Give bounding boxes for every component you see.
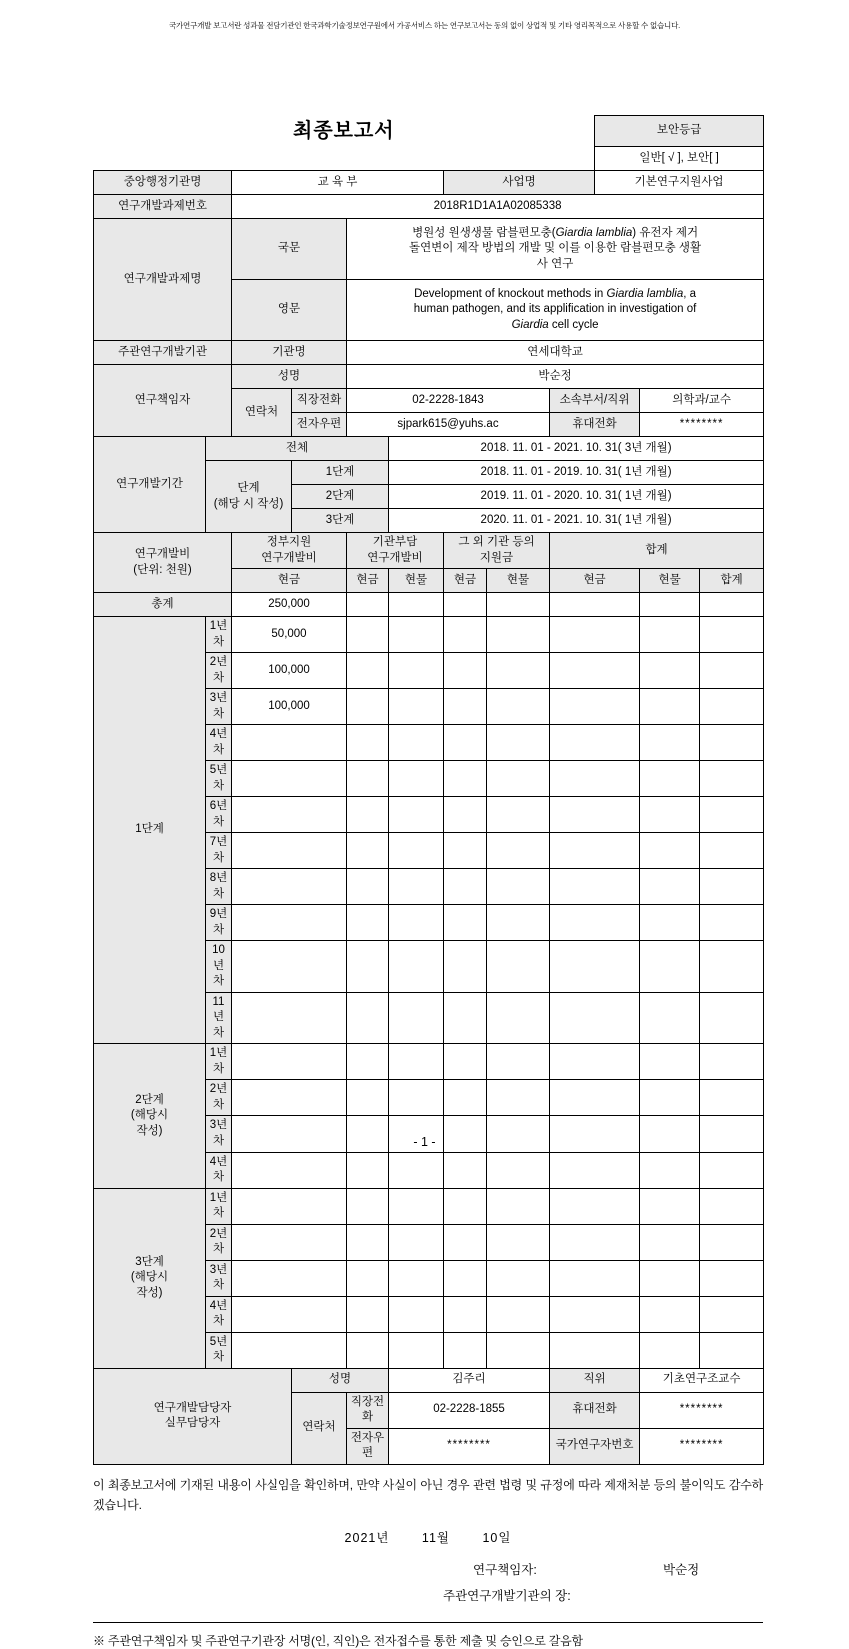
manager-natid-label: 국가연구자번호 [550, 1428, 640, 1464]
budget-gov-l1: 정부지원 [266, 536, 312, 548]
budget-cell [347, 1224, 389, 1260]
budget-year-label: 4년차 [206, 1296, 232, 1332]
period-total-label: 전체 [206, 437, 389, 461]
budget-cell [640, 1080, 700, 1116]
budget-cell [550, 869, 640, 905]
budget-cell [640, 941, 700, 993]
report-cover-sheet [93, 115, 763, 1649]
budget-sum-inkind-header: 현물 [640, 569, 700, 593]
budget-gov-cash [232, 725, 347, 761]
budget-cell [700, 905, 764, 941]
budget-cell [640, 905, 700, 941]
budget-cell [550, 1260, 640, 1296]
budget-cell [550, 1152, 640, 1188]
leader-contact-label: 연락처 [232, 389, 292, 437]
budget-year-label: 2년차 [206, 1224, 232, 1260]
host-org-name-value: 연세대학교 [347, 341, 764, 365]
period-stage1-value: 2018. 11. 01 - 2019. 10. 31( 1년 개월) [389, 461, 764, 485]
budget-cell [487, 1296, 550, 1332]
budget-org-cash-header: 현금 [347, 569, 389, 593]
budget-cell [444, 617, 487, 653]
budget-cell [700, 869, 764, 905]
budget-cell [700, 761, 764, 797]
budget-gov-cash: 100,000 [232, 653, 347, 689]
budget-stage3-label [94, 1188, 206, 1368]
budget-cell [389, 1260, 444, 1296]
budget-gov-cash [232, 1044, 347, 1080]
budget-cell [640, 1152, 700, 1188]
date-year: 2021년 [344, 1530, 390, 1545]
budget-grand-total-value: 250,000 [232, 593, 347, 617]
budget-cell [640, 761, 700, 797]
budget-cell [487, 797, 550, 833]
budget-cell [487, 833, 550, 869]
budget-cell [347, 833, 389, 869]
budget-cell [444, 905, 487, 941]
budget-gov-cash [232, 869, 347, 905]
budget-gov-cash: 100,000 [232, 689, 347, 725]
budget-cell [640, 725, 700, 761]
budget-gov-cash [232, 992, 347, 1044]
budget-year-label: 7년차 [206, 833, 232, 869]
budget-year-label: 1년차 [206, 1044, 232, 1080]
budget-cell [700, 1080, 764, 1116]
budget-sum-cash-header: 현금 [550, 569, 640, 593]
budget-gov-cash-header: 현금 [232, 569, 347, 593]
manager-name-value: 김주리 [389, 1368, 550, 1392]
budget-gov-cash: 50,000 [232, 617, 347, 653]
budget-cell [550, 653, 640, 689]
budget-gov-cash [232, 1188, 347, 1224]
budget-cell [700, 689, 764, 725]
budget-cell [347, 653, 389, 689]
budget-cell [700, 653, 764, 689]
budget-cell [389, 1044, 444, 1080]
title-ko-line1-a: 병원성 원생생물 람블편모충( [412, 226, 556, 239]
title-en-value [347, 280, 764, 341]
period-stage-label-l1: 단계 [237, 481, 260, 494]
budget-other-header [444, 533, 550, 569]
period-section-label [94, 437, 206, 533]
budget-cell [550, 689, 640, 725]
budget-cell [389, 992, 444, 1044]
period-stage-label [206, 461, 292, 533]
divider [93, 1622, 763, 1623]
budget-gov-cash [232, 1152, 347, 1188]
budget-cell [700, 593, 764, 617]
host-signature-label: 주관연구개발기관의 장: [443, 1588, 571, 1603]
program-label: 사업명 [444, 171, 595, 195]
budget-cell [444, 761, 487, 797]
budget-cell [700, 992, 764, 1044]
budget-cell [550, 1044, 640, 1080]
budget-stage2-l2: (해당시 [130, 1109, 169, 1122]
budget-year-label: 6년차 [206, 797, 232, 833]
budget-cell [347, 905, 389, 941]
budget-cell [487, 653, 550, 689]
agency-value: 교 육 부 [232, 171, 444, 195]
title-en-line1-a: Development of knockout methods in [414, 287, 607, 300]
period-stage1-label: 1단계 [292, 461, 389, 485]
budget-cell [347, 1332, 389, 1368]
budget-cell [347, 689, 389, 725]
budget-cell [389, 1332, 444, 1368]
budget-other-cash-header: 현금 [444, 569, 487, 593]
budget-cell [347, 1260, 389, 1296]
title-en-line1-b: , a [683, 287, 697, 300]
budget-cell [444, 1044, 487, 1080]
email-value: sjpark615@yuhs.ac [347, 413, 550, 437]
budget-org-l2: 연구개발비 [367, 551, 423, 564]
budget-stage3-l3: 작성) [136, 1286, 163, 1299]
title-en-species-2: Giardia [511, 318, 549, 331]
budget-year-label: 3년차 [206, 689, 232, 725]
host-signature-line [93, 1586, 763, 1608]
budget-cell [347, 1080, 389, 1116]
budget-cell [389, 833, 444, 869]
budget-gov-cash [232, 797, 347, 833]
budget-gov-l2: 연구개발비 [261, 551, 317, 564]
host-org-name-label: 기관명 [232, 341, 347, 365]
budget-other-l2: 지원금 [479, 551, 514, 564]
budget-cell [700, 1296, 764, 1332]
budget-cell [389, 1080, 444, 1116]
budget-cell [347, 1296, 389, 1332]
budget-gov-header [232, 533, 347, 569]
manager-position-label: 직위 [550, 1368, 640, 1392]
office-phone-label: 직장전화 [292, 389, 347, 413]
date-day: 10일 [482, 1530, 512, 1545]
title-en-line2: human pathogen, and its applification in investigation of [413, 303, 697, 316]
budget-cell [444, 1260, 487, 1296]
budget-cell [640, 617, 700, 653]
leader-name-value: 박순정 [347, 365, 764, 389]
budget-cell [640, 689, 700, 725]
budget-other-l1: 그 외 기관 등의 [458, 536, 535, 548]
budget-year-label: 3년차 [206, 1116, 232, 1152]
budget-cell [487, 689, 550, 725]
budget-cell [550, 797, 640, 833]
budget-cell [389, 869, 444, 905]
budget-cell [640, 1260, 700, 1296]
budget-cell [550, 1224, 640, 1260]
dept-position-value: 의학과/교수 [640, 389, 764, 413]
budget-gov-cash [232, 941, 347, 993]
budget-year-label: 3년차 [206, 1260, 232, 1296]
budget-cell [550, 941, 640, 993]
budget-cell [550, 593, 640, 617]
budget-cell [640, 1296, 700, 1332]
budget-year-label: 1년차 [206, 617, 232, 653]
budget-cell [444, 1152, 487, 1188]
manager-label-l2: 실무담당자 [164, 1417, 221, 1430]
budget-cell [550, 905, 640, 941]
title-ko-species: Giardia lamblia [555, 226, 633, 239]
budget-cell [389, 653, 444, 689]
budget-cell [444, 941, 487, 993]
budget-year-label: 8년차 [206, 869, 232, 905]
manager-contact-label: 연락처 [292, 1392, 347, 1464]
budget-year-label: 4년차 [206, 1152, 232, 1188]
manager-mobile-value: ******** [640, 1392, 764, 1428]
budget-cell [444, 689, 487, 725]
budget-cell [700, 1152, 764, 1188]
budget-cell [700, 1260, 764, 1296]
budget-cell [640, 593, 700, 617]
budget-cell [550, 1188, 640, 1224]
title-ko-label: 국문 [232, 219, 347, 280]
manager-office-phone-value: 02-2228-1855 [389, 1392, 550, 1428]
budget-year-label: 2년차 [206, 653, 232, 689]
manager-position-value: 기초연구조교수 [640, 1368, 764, 1392]
budget-year-label: 4년차 [206, 725, 232, 761]
budget-cell [347, 617, 389, 653]
budget-cell [389, 593, 444, 617]
budget-stage1-label: 1단계 [94, 617, 206, 1044]
budget-cell [347, 797, 389, 833]
manager-section-label [94, 1368, 292, 1464]
period-stage3-label: 3단계 [292, 509, 389, 533]
budget-cell [640, 1188, 700, 1224]
project-number-label: 연구개발과제번호 [94, 195, 232, 219]
budget-org-inkind-header: 현물 [389, 569, 444, 593]
leader-name-label: 성명 [232, 365, 347, 389]
budget-gov-cash [232, 761, 347, 797]
budget-cell [347, 593, 389, 617]
budget-cell [444, 833, 487, 869]
budget-gov-cash [232, 905, 347, 941]
budget-cell [347, 869, 389, 905]
budget-cell [347, 992, 389, 1044]
budget-cell [487, 1152, 550, 1188]
budget-org-l1: 기관부담 [372, 536, 418, 548]
budget-cell [487, 1044, 550, 1080]
budget-cell [444, 1296, 487, 1332]
budget-stage3-l2: (해당시 [130, 1271, 169, 1284]
period-stage-label-l2: (해당 시 작성) [213, 497, 284, 510]
budget-cell [389, 689, 444, 725]
budget-stage3-l1: 3단계 [135, 1255, 164, 1268]
cover-table [93, 115, 764, 1465]
budget-cell [444, 869, 487, 905]
budget-cell [347, 941, 389, 993]
budget-org-header [347, 533, 444, 569]
leader-signature-value: 박순정 [663, 1562, 700, 1577]
top-disclaimer-note: 국가연구개발 보고서﻿란 성과물 전담기관인 한국과학기술정보연구원에서 가공서비스 하는 연구보고서는 동의 없이 상업적 및 기타 영리목적으로 사용할 수 없습니다. [168, 21, 681, 30]
budget-year-label: 5년차 [206, 761, 232, 797]
budget-cell [640, 1332, 700, 1368]
budget-cell [347, 1152, 389, 1188]
budget-cell [487, 1188, 550, 1224]
budget-cell [700, 725, 764, 761]
budget-cell [347, 725, 389, 761]
manager-name-label: 성명 [292, 1368, 389, 1392]
budget-gov-cash [232, 1296, 347, 1332]
page-number: - 1 - [413, 1135, 436, 1149]
mobile-label: 휴대전화 [550, 413, 640, 437]
budget-stage2-l3: 작성) [136, 1124, 163, 1137]
budget-cell [640, 1044, 700, 1080]
document-title: 최종보고서 [293, 119, 395, 142]
security-grade-value: 일반[ √ ], 보안[ ] [595, 147, 764, 171]
budget-stage2-label [94, 1044, 206, 1188]
budget-year-label: 11년차 [206, 992, 232, 1044]
manager-label-l1: 연구개발담당자 [153, 1401, 232, 1414]
budget-cell [444, 1224, 487, 1260]
budget-cell [444, 593, 487, 617]
budget-cell [444, 992, 487, 1044]
budget-other-inkind-header: 현물 [487, 569, 550, 593]
budget-cell [389, 1152, 444, 1188]
budget-cell [389, 1296, 444, 1332]
budget-cell [550, 617, 640, 653]
budget-cell [550, 761, 640, 797]
budget-cell [444, 1332, 487, 1368]
footnote: ※ 주관연구책임자 및 주관연구기관장 서명(인, 직인)은 전자접수를 통한 제출 및 승인으로 갈음함 [93, 1633, 583, 1648]
period-label-line1: 연구개발기간 [116, 477, 183, 490]
budget-cell [640, 1224, 700, 1260]
budget-gov-cash [232, 1332, 347, 1368]
program-value: 기본연구지원사업 [595, 171, 764, 195]
budget-cell [487, 617, 550, 653]
budget-cell [487, 725, 550, 761]
budget-cell [550, 1296, 640, 1332]
budget-cell [550, 1080, 640, 1116]
budget-cell [640, 797, 700, 833]
budget-gov-cash [232, 1260, 347, 1296]
budget-cell [700, 1044, 764, 1080]
title-ko-value [347, 219, 764, 280]
budget-year-label: 10년차 [206, 941, 232, 993]
period-stage2-label: 2단계 [292, 485, 389, 509]
budget-cell [389, 617, 444, 653]
budget-cell [640, 653, 700, 689]
manager-mobile-label: 휴대전화 [550, 1392, 640, 1428]
budget-cell [700, 617, 764, 653]
budget-cell [389, 761, 444, 797]
budget-year-label: 1년차 [206, 1188, 232, 1224]
leader-signature-label: 연구책임자: [473, 1562, 537, 1577]
budget-cell [700, 1224, 764, 1260]
budget-cell [550, 992, 640, 1044]
budget-cell [640, 869, 700, 905]
title-en-line3-b: cell cycle [548, 318, 599, 331]
budget-cell [347, 1044, 389, 1080]
budget-gov-cash [232, 1224, 347, 1260]
budget-sum-total-header: 합계 [700, 569, 764, 593]
budget-cell [640, 992, 700, 1044]
signature-date [93, 1528, 763, 1546]
budget-total-header: 합계 [550, 533, 764, 569]
project-number-value: 2018R1D1A1A02085338 [232, 195, 764, 219]
budget-cell [444, 653, 487, 689]
budget-cell [389, 797, 444, 833]
budget-year-label: 5년차 [206, 1332, 232, 1368]
budget-cell [347, 761, 389, 797]
budget-cell [487, 1332, 550, 1368]
manager-email-value: ******** [389, 1428, 550, 1464]
period-stage2-value: 2019. 11. 01 - 2020. 10. 31( 1년 개월) [389, 485, 764, 509]
budget-cell [389, 1224, 444, 1260]
manager-email-label: 전자우편 [347, 1428, 389, 1464]
budget-cell [444, 1080, 487, 1116]
period-stage3-value: 2020. 11. 01 - 2021. 10. 31( 1년 개월) [389, 509, 764, 533]
security-grade-header: 보안등급 [595, 116, 764, 147]
budget-cell [700, 941, 764, 993]
budget-cell [487, 1260, 550, 1296]
budget-cell [389, 1188, 444, 1224]
budget-cell [550, 833, 640, 869]
budget-gov-cash [232, 1080, 347, 1116]
budget-cell [487, 1224, 550, 1260]
budget-cell [487, 941, 550, 993]
project-title-label: 연구개발과제명 [94, 219, 232, 341]
budget-year-label: 2년차 [206, 1080, 232, 1116]
budget-cell [700, 1332, 764, 1368]
budget-cell [487, 992, 550, 1044]
budget-label-l1: 연구개발비 [134, 548, 191, 560]
budget-cell [389, 905, 444, 941]
budget-cell [347, 1188, 389, 1224]
date-month: 11월 [421, 1530, 450, 1545]
budget-cell [444, 797, 487, 833]
email-label: 전자우편 [292, 413, 347, 437]
title-ko-line1-b: ) 유전자 제거 [632, 226, 699, 239]
budget-year-label: 9년차 [206, 905, 232, 941]
manager-office-phone-label: 직장전화 [347, 1392, 389, 1428]
period-total-value: 2018. 11. 01 - 2021. 10. 31( 3년 개월) [389, 437, 764, 461]
budget-cell [444, 725, 487, 761]
leader-signature-line [93, 1560, 763, 1582]
budget-cell [487, 869, 550, 905]
budget-cell [389, 941, 444, 993]
title-ko-line2: 돌연변이 제작 방법의 개발 및 이를 이용한 람블편모충 생활 [408, 242, 702, 255]
budget-cell [700, 797, 764, 833]
budget-label-l2: (단위: 천원) [133, 563, 192, 576]
budget-cell [487, 1080, 550, 1116]
mobile-value: ******** [640, 413, 764, 437]
office-phone-value: 02-2228-1843 [347, 389, 550, 413]
budget-cell [700, 833, 764, 869]
title-en-label: 영문 [232, 280, 347, 341]
budget-section-label [94, 533, 232, 593]
budget-grand-total-label: 총계 [94, 593, 232, 617]
budget-cell [640, 833, 700, 869]
title-ko-line3: 사 연구 [536, 257, 574, 270]
budget-cell [550, 725, 640, 761]
agency-label: 중앙행정기관명 [94, 171, 232, 195]
confirmation-statement: 이 최종보고서에 기재된 내용이 사실임을 확인하며, 만약 사실이 아닌 경우 관련 법령 및 규정에 따라 제재처분 등의 불이익도 감수하겠습니다. [93, 1477, 763, 1513]
title-en-species: Giardia lamblia [606, 287, 684, 300]
budget-cell [700, 1188, 764, 1224]
host-org-section-label: 주관연구개발기관 [94, 341, 232, 365]
leader-section-label: 연구책임자 [94, 365, 232, 437]
manager-natid-value: ******** [640, 1428, 764, 1464]
budget-cell [487, 761, 550, 797]
budget-cell [550, 1332, 640, 1368]
budget-cell [389, 725, 444, 761]
budget-gov-cash [232, 833, 347, 869]
dept-position-label: 소속부서/직위 [550, 389, 640, 413]
budget-cell [487, 593, 550, 617]
budget-cell [487, 905, 550, 941]
budget-cell [444, 1188, 487, 1224]
budget-stage2-l1: 2단계 [135, 1093, 164, 1106]
